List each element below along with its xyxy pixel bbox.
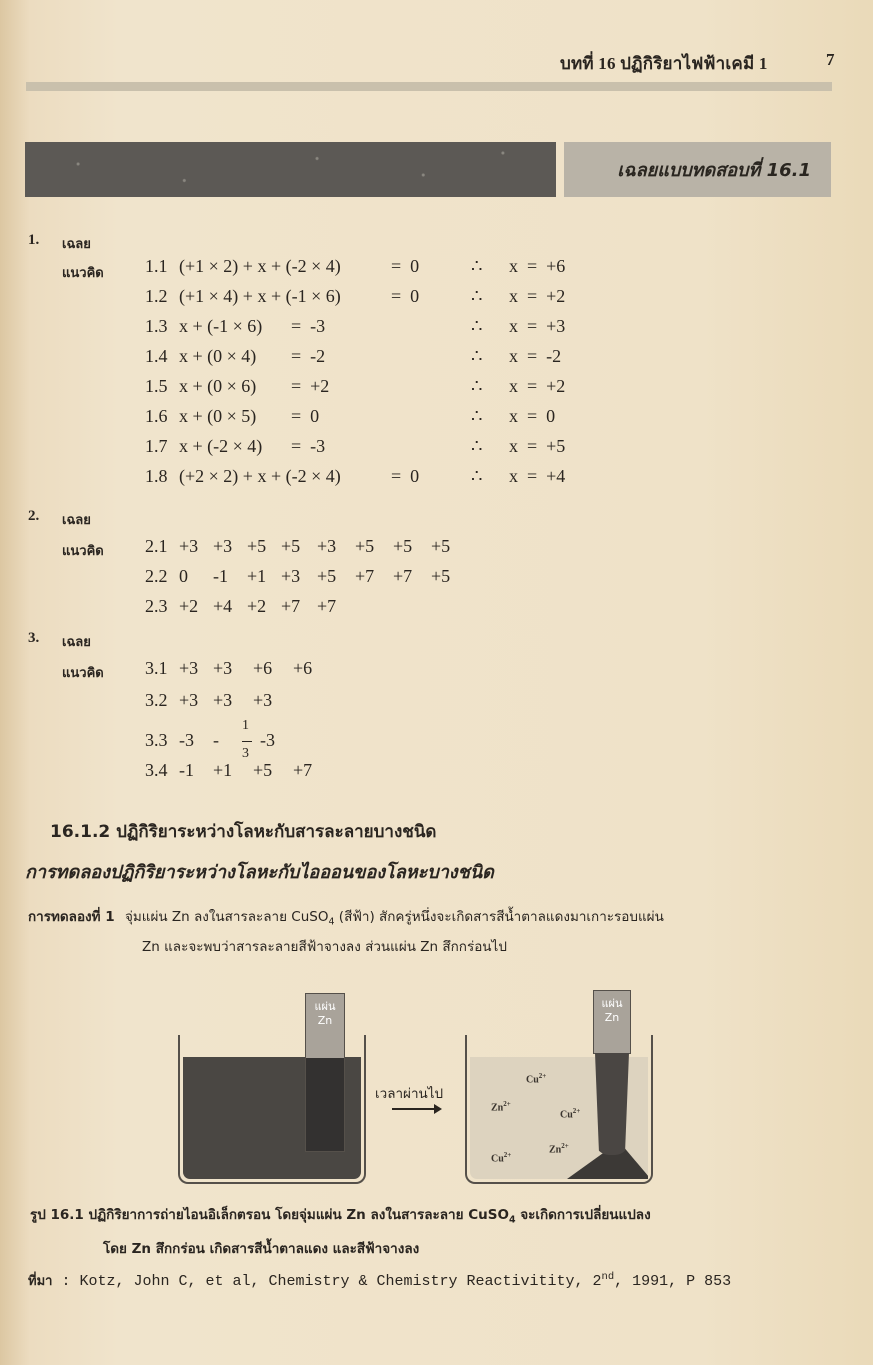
equation-row: 1.7 x + (-2 × 4) = -3 ∴ x = +5 [145,436,566,456]
ion-label: $Cu^{2+}$ [491,1151,512,1165]
running-title: บทที่ 16 ปฏิกิริยาไฟฟ้าเคมี 1 [560,54,768,73]
figure-caption-line-2: โดย Zn สึกกร่อน เกิดสารสีน้ำตาลแดง และสีฟ้าจางลง [103,1241,420,1257]
equation-row: 1.4 x + (0 × 4) = -2 ∴ x = -2 [145,346,562,366]
figure-caption-line-1: รูป 16.1 ปฏิกิริยาการถ่ายไอนอิเล็กตรอน โดยจุ่มแผ่น Zn ลงในสารละลาย CuSO$_4$ จะเกิดการเปลี่ยนแปลง [30,1207,651,1226]
arrow-right-icon [392,1108,436,1110]
header-rule [26,82,832,91]
zn-plate-after [593,990,631,1054]
page-number: 7 [826,50,835,69]
approach-label: แนวคิด [62,544,104,559]
answer-label: เฉลย [62,635,91,650]
equation-row: 1.2 (+1 × 4) + x + (-1 × 6) = 0 ∴ x = +2 [145,286,566,306]
experiment-line-2: Zn และจะพบว่าสารละลายสีฟ้าจางลง ส่วนแผ่น Zn สึกกร่อนไป [142,939,507,955]
equation-row: 1.6 x + (0 × 5) = 0 ∴ x = 0 [145,406,556,426]
oxidation-row: 2.1 +3 +3 +5 +5 +3 +5 +5 +5 [145,536,451,556]
answer-number: 1. [28,232,40,248]
answer-label: เฉลย [62,237,91,252]
zn-plate-before [305,993,345,1152]
ion-label: $Zn^{2+}$ [549,1142,569,1156]
equation-row: 1.3 x + (-1 × 6) = -3 ∴ x = +3 [145,316,566,336]
approach-label: แนวคิด [62,666,104,681]
answer-number: 3. [28,630,40,646]
ion-label: $Zn^{2+}$ [491,1100,511,1114]
equation-row: 1.8 (+2 × 2) + x + (-2 × 4) = 0 ∴ x = +4 [145,466,566,486]
oxidation-row: 3.3 -3 - $\frac{1}{3}$ -3 [145,726,275,754]
plate-label: แผ่น Zn [601,997,623,1024]
zn-plate-corroded [595,1053,629,1155]
oxidation-row: 2.3 +2 +4 +2 +7 +7 [145,596,337,616]
equation-row: 1.1 (+1 × 2) + x + (-2 × 4) = 0 ∴ x = +6 [145,256,566,276]
banner-title: เฉลยแบบทดสอบที่ 16.1 [617,160,811,181]
approach-label: แนวคิด [62,266,104,281]
banner-title-box [564,142,831,197]
experiment-label: การทดลองที่ 1 [28,909,115,925]
oxidation-row: 3.1 +3 +3 +6 +6 [145,658,313,678]
oxidation-row: 3.2 +3 +3 +3 [145,690,273,710]
ion-label: $Cu^{2+}$ [526,1072,547,1086]
figure-source: ที่มา : Kotz, John C, et al, Chemistry & Chemistry Reactivitity, 2nd, 1991, P 853 [28,1271,732,1290]
fraction-one-third: $\frac{1}{3}$ [221,705,252,775]
source-label: ที่มา [28,1274,53,1289]
oxidation-row: 3.4 -1 +1 +5 +7 [145,760,313,780]
plate-label: แผ่น Zn [314,1000,336,1027]
experiment-line-1: การทดลองที่ 1 จุ่มแผ่น Zn ลงในสารละลาย CuSO$_4$ (สีฟ้า) สักครู่หนึ่งจะเกิดสารสีน้ำตาลแดงมาเกาะรอบแผ่น [28,909,664,928]
arrow-label: เวลาผ่านไป [375,1086,444,1102]
answer-label: เฉลย [62,513,91,528]
equation-row: 1.5 x + (0 × 6) = +2 ∴ x = +2 [145,376,566,396]
section-heading: 16.1.2 ปฏิกิริยาระหว่างโลหะกับสารละลายบางชนิด [50,822,437,842]
ion-label: $Cu^{2+}$ [560,1107,581,1121]
oxidation-row: 2.2 0 -1 +1 +3 +5 +7 +7 +5 [145,566,451,586]
section-subheading: การทดลองปฏิกิริยาระหว่างโลหะกับไอออนของโลหะบางชนิด [25,862,494,883]
answer-number: 2. [28,508,40,524]
banner-decoration [25,142,556,197]
